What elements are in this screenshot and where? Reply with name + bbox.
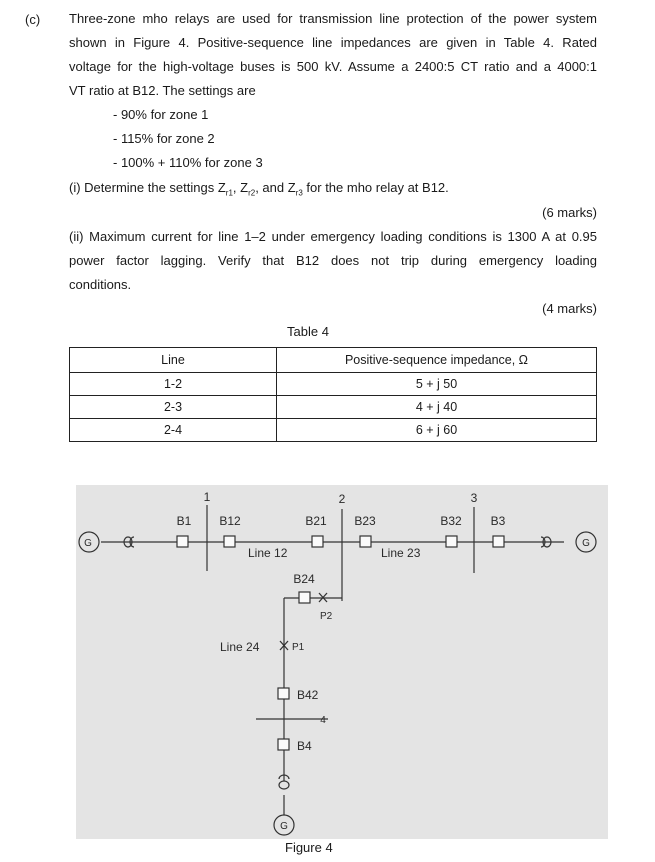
b23-label: B23 bbox=[354, 514, 376, 528]
fault-p2-label: P2 bbox=[320, 611, 333, 622]
b4-label: B4 bbox=[297, 739, 312, 753]
breaker-b1 bbox=[177, 536, 188, 547]
gen-left-label: G bbox=[84, 538, 92, 549]
intro-line-1: Three-zone mho relays are used for transmission line protection of the power system bbox=[69, 11, 597, 26]
part-i-sub-3: r3 bbox=[295, 188, 303, 198]
breaker-b3 bbox=[493, 536, 504, 547]
part-ii-line-2: power factor lagging. Verify that B12 does not trip during emergency loading bbox=[69, 253, 597, 268]
part-i-post: for the mho relay at B12. bbox=[302, 180, 449, 195]
figure-4 bbox=[76, 485, 608, 839]
breaker-b23 bbox=[360, 536, 371, 547]
table-header-row bbox=[70, 348, 597, 373]
b3-label: B3 bbox=[490, 514, 506, 528]
intro-line-2: shown in Figure 4. Positive-sequence line impedances are given in Table 4. Rated bbox=[69, 35, 597, 50]
b42-label: B42 bbox=[297, 688, 319, 702]
table-cell-impedance: 6 + j 60 bbox=[277, 419, 597, 442]
bus-4-label: 4 bbox=[320, 715, 326, 726]
line-24-label: Line 24 bbox=[220, 640, 260, 654]
setting-zone-3: - 100% + 110% for zone 3 bbox=[113, 155, 263, 170]
table-row bbox=[70, 373, 597, 396]
figure-caption: Figure 4 bbox=[285, 840, 333, 855]
b12-label: B12 bbox=[219, 514, 241, 528]
table-cell-impedance: 4 + j 40 bbox=[277, 396, 597, 419]
table-cell-line: 2-4 bbox=[70, 419, 277, 442]
b1-label: B1 bbox=[176, 514, 192, 528]
table-row bbox=[70, 419, 597, 442]
part-i-mid-1: , Z bbox=[232, 180, 249, 195]
gen-bottom-label: G bbox=[280, 821, 288, 832]
bus-1-label: 1 bbox=[203, 490, 211, 504]
marks-part-i: (6 marks) bbox=[542, 205, 597, 220]
breaker-b32 bbox=[446, 536, 457, 547]
marks-part-ii: (4 marks) bbox=[542, 301, 597, 316]
b32-label: B32 bbox=[440, 514, 462, 528]
part-i-pre: (i) Determine the settings Z bbox=[69, 180, 226, 195]
single-line-diagram bbox=[76, 485, 608, 839]
line-23-label: Line 23 bbox=[381, 546, 421, 560]
intro-line-4: VT ratio at B12. The settings are bbox=[69, 83, 256, 98]
question-label: (c) bbox=[25, 12, 41, 27]
bus-2-label: 2 bbox=[338, 492, 346, 506]
table-row bbox=[70, 396, 597, 419]
part-i-mid-2: , and Z bbox=[255, 180, 296, 195]
b24-label: B24 bbox=[293, 572, 315, 586]
table-header-impedance: Positive-sequence impedance, Ω bbox=[277, 348, 597, 373]
table-header-line: Line bbox=[70, 348, 277, 373]
breaker-b4 bbox=[278, 739, 289, 750]
fault-p1-label: P1 bbox=[292, 642, 305, 653]
breaker-b42 bbox=[278, 688, 289, 699]
setting-zone-1: - 90% for zone 1 bbox=[113, 107, 209, 122]
part-ii-line-1: (ii) Maximum current for line 1–2 under emergency loading conditions is 1300 A at 0.95 bbox=[69, 229, 597, 244]
b21-label: B21 bbox=[305, 514, 327, 528]
bus-3-label: 3 bbox=[470, 491, 478, 505]
table-cell-line: 1-2 bbox=[70, 373, 277, 396]
gen-right-label: G bbox=[582, 538, 590, 549]
part-ii-line-3: conditions. bbox=[69, 277, 132, 292]
breaker-b12 bbox=[224, 536, 235, 547]
breaker-b21 bbox=[312, 536, 323, 547]
line-12-label: Line 12 bbox=[248, 546, 288, 560]
part-i-sub-1: r1 bbox=[225, 188, 233, 198]
setting-zone-2: - 115% for zone 2 bbox=[113, 131, 215, 146]
impedance-table bbox=[69, 347, 597, 442]
part-i-text bbox=[69, 176, 597, 206]
table-caption: Table 4 bbox=[287, 324, 329, 339]
intro-line-3: voltage for the high-voltage buses is 500 kV. Assume a 2400:5 CT ratio and a 4000:1 bbox=[69, 59, 597, 74]
table-cell-impedance: 5 + j 50 bbox=[277, 373, 597, 396]
table-cell-line: 2-3 bbox=[70, 396, 277, 419]
breaker-b24 bbox=[299, 592, 310, 603]
part-i-sub-2: r2 bbox=[248, 188, 256, 198]
